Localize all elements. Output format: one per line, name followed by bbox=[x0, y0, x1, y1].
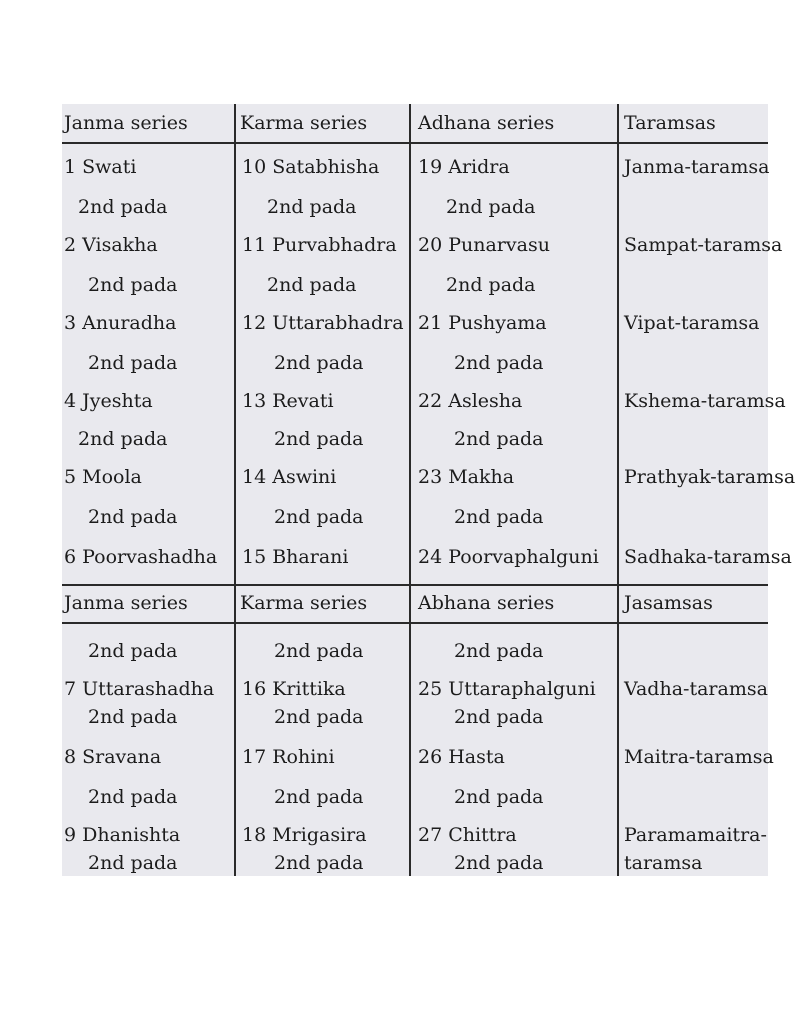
table-cell: 20 Punarvasu bbox=[418, 234, 550, 256]
pada-label: 2nd pada bbox=[454, 706, 544, 728]
table-cell: Kshema-taramsa bbox=[624, 390, 786, 412]
pada-label: 2nd pada bbox=[454, 640, 544, 662]
header-divider bbox=[62, 142, 768, 144]
header-karma-series: Karma series bbox=[240, 592, 368, 614]
pada-label: 2nd pada bbox=[446, 274, 536, 296]
table-cell: Prathyak-taramsa bbox=[624, 466, 795, 488]
column-divider bbox=[234, 584, 236, 876]
section-divider bbox=[62, 584, 768, 586]
header-jasamsas: Jasamsas bbox=[624, 592, 713, 614]
table-cell: 5 Moola bbox=[64, 466, 142, 488]
table-cell: 1 Swati bbox=[64, 156, 137, 178]
table-cell: 9 Dhanishta bbox=[64, 824, 181, 846]
pada-label: 2nd pada bbox=[88, 852, 178, 874]
table-cell: 12 Uttarabhadra bbox=[242, 312, 404, 334]
pada-label: 2nd pada bbox=[274, 428, 364, 450]
table-cell: 19 Aridra bbox=[418, 156, 510, 178]
pada-label: 2nd pada bbox=[88, 274, 178, 296]
pada-label: 2nd pada bbox=[274, 852, 364, 874]
table-cell: 25 Uttaraphalguni bbox=[418, 678, 596, 700]
table-cell: 16 Krittika bbox=[242, 678, 346, 700]
table-cell: 13 Revati bbox=[242, 390, 334, 412]
table-cell: 26 Hasta bbox=[418, 746, 505, 768]
table-cell: 6 Poorvashadha bbox=[64, 546, 218, 568]
table-cell: 24 Poorvaphalguni bbox=[418, 546, 599, 568]
column-divider bbox=[617, 104, 619, 584]
table-cell: 11 Purvabhadra bbox=[242, 234, 397, 256]
pada-label: 2nd pada bbox=[274, 640, 364, 662]
table-cell: Vadha-taramsa bbox=[624, 678, 768, 700]
pada-label: 2nd pada bbox=[454, 852, 544, 874]
table-cell: 17 Rohini bbox=[242, 746, 335, 768]
table-cell: Paramamaitra- bbox=[624, 824, 767, 846]
pada-label: 2nd pada bbox=[267, 274, 357, 296]
pada-label: 2nd pada bbox=[88, 706, 178, 728]
table-cell: 8 Sravana bbox=[64, 746, 162, 768]
header-taramsas: Taramsas bbox=[624, 112, 716, 134]
pada-label: 2nd pada bbox=[88, 352, 178, 374]
header-adhana-series: Adhana series bbox=[418, 112, 555, 134]
table-cell: 14 Aswini bbox=[242, 466, 337, 488]
table-cell: 18 Mrigasira bbox=[242, 824, 367, 846]
pada-label: 2nd pada bbox=[267, 196, 357, 218]
table-cell: 2 Visakha bbox=[64, 234, 158, 256]
table-cell: Vipat-taramsa bbox=[624, 312, 760, 334]
header-divider bbox=[62, 622, 768, 624]
column-divider bbox=[617, 584, 619, 876]
table-cell: 10 Satabhisha bbox=[242, 156, 380, 178]
pada-label: 2nd pada bbox=[274, 706, 364, 728]
table-cell: taramsa bbox=[624, 852, 703, 874]
table-cell: 4 Jyeshta bbox=[64, 390, 153, 412]
table-cell: 23 Makha bbox=[418, 466, 515, 488]
header-karma-series: Karma series bbox=[240, 112, 368, 134]
pada-label: 2nd pada bbox=[274, 352, 364, 374]
pada-label: 2nd pada bbox=[454, 506, 544, 528]
table-cell: Sadhaka-taramsa bbox=[624, 546, 792, 568]
pada-label: 2nd pada bbox=[88, 786, 178, 808]
pada-label: 2nd pada bbox=[274, 786, 364, 808]
header-abhana-series: Abhana series bbox=[418, 592, 555, 614]
table-section-1 bbox=[62, 104, 795, 584]
header-janma-series: Janma series bbox=[64, 592, 188, 614]
pada-label: 2nd pada bbox=[88, 506, 178, 528]
table-cell: 15 Bharani bbox=[242, 546, 349, 568]
table-cell: 27 Chittra bbox=[418, 824, 517, 846]
table-cell: 3 Anuradha bbox=[64, 312, 177, 334]
pada-label: 2nd pada bbox=[78, 428, 168, 450]
header-janma-series: Janma series bbox=[64, 112, 188, 134]
table-cell: Sampat-taramsa bbox=[624, 234, 783, 256]
pada-label: 2nd pada bbox=[454, 352, 544, 374]
table-cell: Maitra-taramsa bbox=[624, 746, 774, 768]
table-cell: Janma-taramsa bbox=[624, 156, 770, 178]
column-divider bbox=[409, 104, 411, 584]
scanned-table-page bbox=[62, 104, 795, 876]
pada-label: 2nd pada bbox=[454, 428, 544, 450]
pada-label: 2nd pada bbox=[446, 196, 536, 218]
column-divider bbox=[409, 584, 411, 876]
table-cell: 21 Pushyama bbox=[418, 312, 547, 334]
pada-label: 2nd pada bbox=[88, 640, 178, 662]
table-cell: 22 Aslesha bbox=[418, 390, 523, 412]
pada-label: 2nd pada bbox=[274, 506, 364, 528]
table-cell: 7 Uttarashadha bbox=[64, 678, 215, 700]
pada-label: 2nd pada bbox=[454, 786, 544, 808]
pada-label: 2nd pada bbox=[78, 196, 168, 218]
table-section-2 bbox=[62, 584, 774, 876]
column-divider bbox=[234, 104, 236, 584]
